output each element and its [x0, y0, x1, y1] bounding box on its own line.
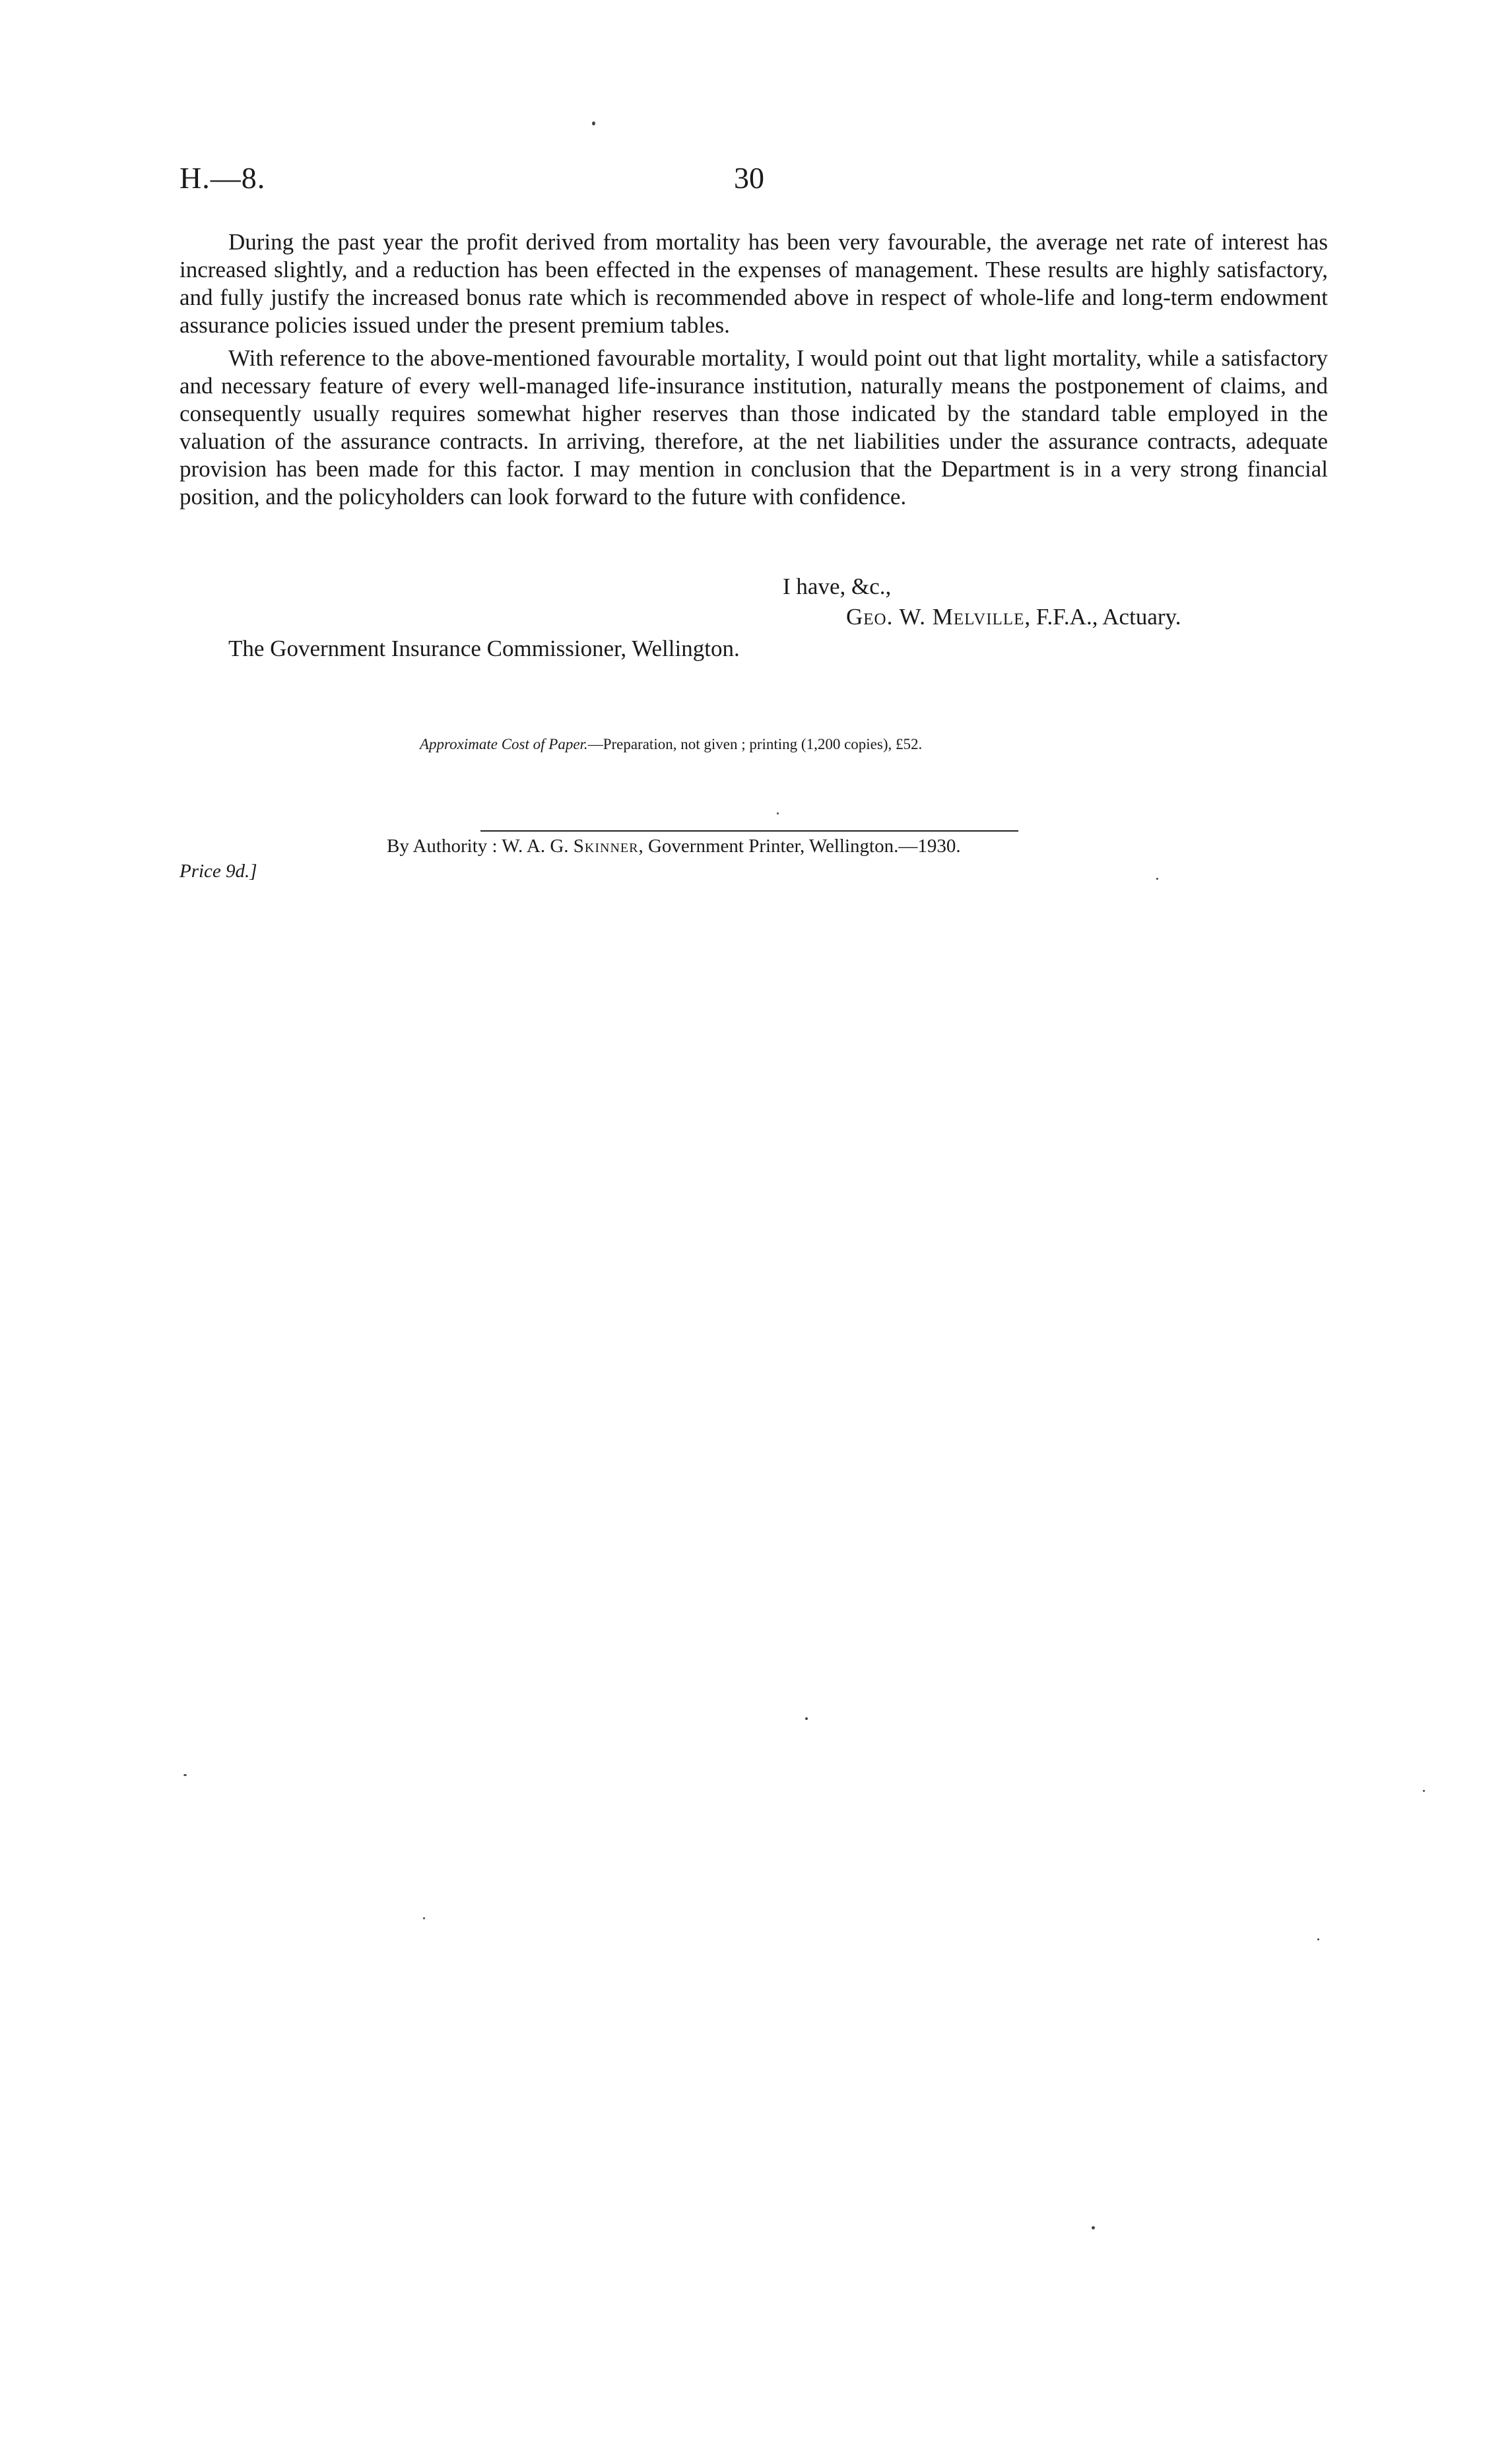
paragraph-mortality-profit: During the past year the profit derived from mortality has been very favourable, the average net rate of interest has increased slightly, and a reduction has been effected in the expenses of management. These results are highly satisfactory, and fully justify the increased bonus rate which is recommended above in respect of whole-life and long-term endowment assurance policies issued under the present premium tables. — [180, 229, 1328, 338]
cost-label: Approximate Cost of Paper. — [420, 736, 588, 752]
signatory-name: Geo. W. Melville — [846, 604, 1025, 630]
paper-reference: H.—8. — [180, 161, 266, 195]
signature-line — [846, 603, 1181, 631]
scan-speck — [805, 1717, 808, 1720]
scan-speck — [1156, 878, 1158, 880]
letter-closing: I have, &c., — [783, 574, 892, 599]
imprint-suffix: , Government Printer, Wellington.—1930. — [638, 836, 961, 857]
paragraph-light-mortality: With reference to the above-mentioned favourable mortality, I would point out that light mortality, while a satisfactory and necessary feature of every well-managed life-insurance institution, naturally means the postponement of claims, and consequently usually requires somewhat higher reserves than those indicated by the standard table employed in the valuation of the assurance contracts. In arriving, therefore, at the net liabilities under the assurance contracts, adequate provision has been made for this factor. I may mention in conclusion that the Department is in a very strong financial position, and the policyholders can look forward to the future with confidence. — [180, 345, 1328, 510]
signatory-title: , F.F.A., Actuary. — [1024, 604, 1181, 630]
scan-speck — [183, 1774, 187, 1776]
scan-speck — [777, 812, 779, 814]
price-note: Price 9d.] — [180, 861, 257, 882]
page-number: 30 — [734, 161, 764, 195]
scan-speck — [592, 121, 595, 125]
cost-text: —Preparation, not given ; printing (1,200 copies), £52. — [587, 736, 923, 752]
printer-imprint — [387, 834, 961, 858]
scan-speck — [1423, 1790, 1425, 1792]
printer-name: Skinner — [573, 836, 639, 857]
scan-speck — [1317, 1938, 1319, 1940]
scan-speck — [423, 1917, 425, 1919]
scan-speck — [1092, 2226, 1095, 2229]
footer-divider — [480, 830, 1018, 832]
addressee-line: The Government Insurance Commissioner, Wellington. — [228, 636, 740, 661]
imprint-prefix: By Authority : W. A. G. — [387, 836, 574, 857]
report-body — [180, 228, 1328, 511]
cost-of-paper-note — [420, 735, 922, 754]
